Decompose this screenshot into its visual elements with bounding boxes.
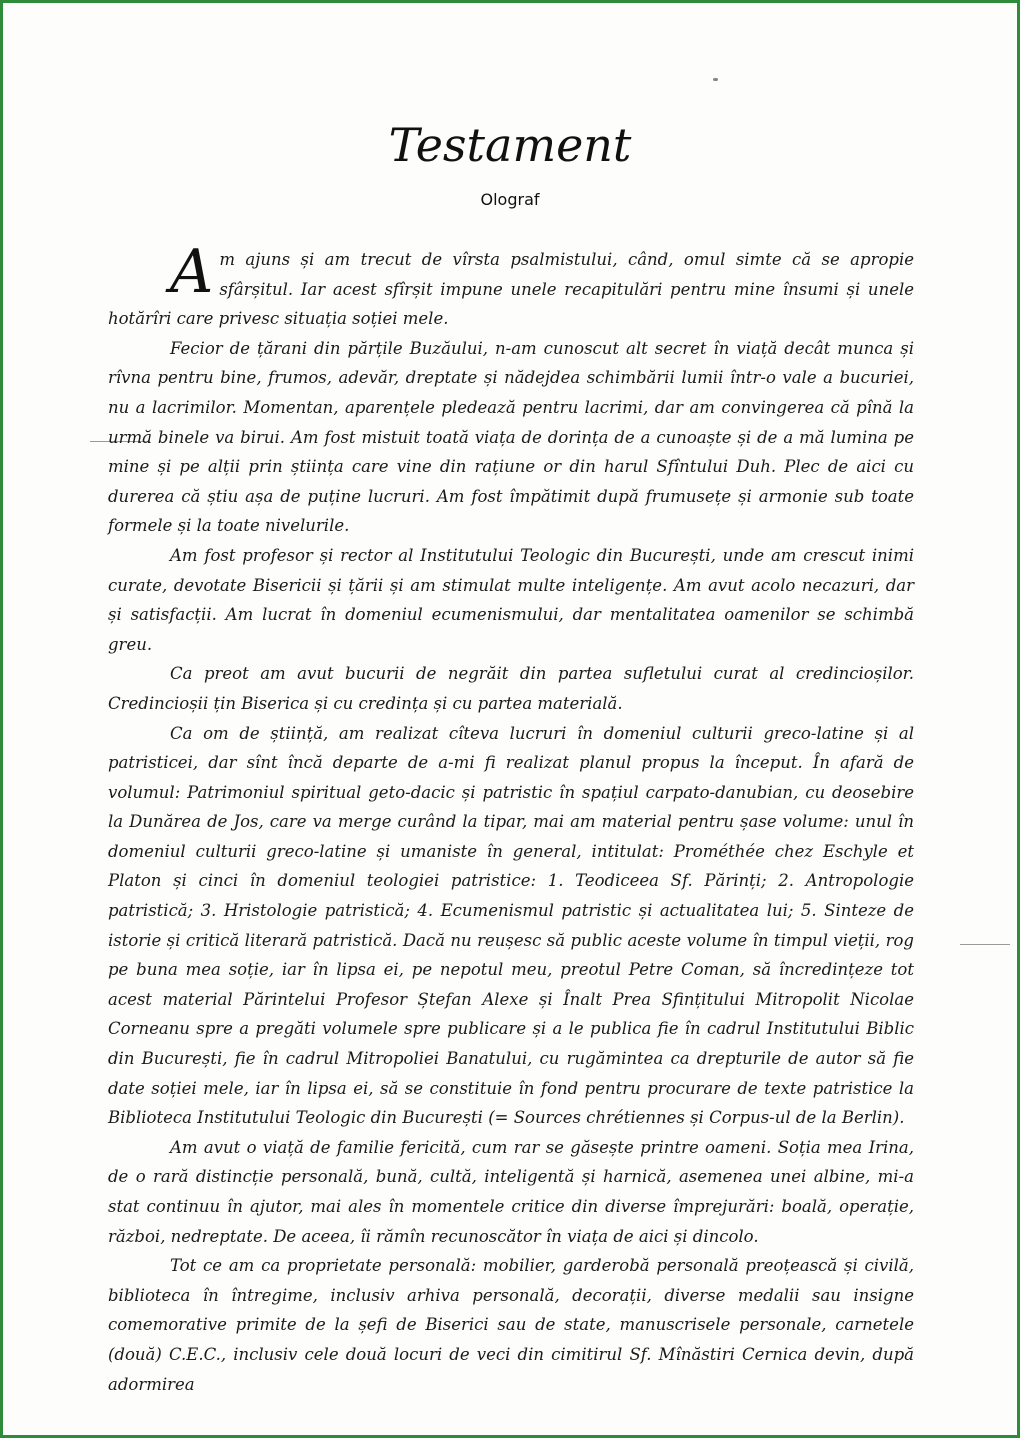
paragraph: Am avut o viață de familie fericită, cum rar se găsește printre oameni. Soția mea Irina, de o rară distincție personală, bună, cultă, inteligentă și harnică, asemenea unei albine, mi-a stat continuu în ajutor, mai ales în momentele critice din diverse împrejurări: boală, operație, război, nedreptate. De aceea, îi rămîn recunoscător în viața de aici și dincolo. — [108, 1137, 914, 1246]
document-subtitle: Olograf — [480, 190, 540, 209]
scan-artifact-line — [960, 944, 1010, 945]
paragraph: Ca preot am avut bucurii de negrăit din partea sufletului curat al credincioșilor. Credincioșii țin Biserica și cu credința și cu partea materială. — [108, 664, 914, 713]
paragraph: Ca om de știință, am realizat cîteva lucruri în domeniul culturii greco-latine și al patristicei, dar sînt încă departe de a-mi fi realizat planul propus la început. În afară de volumul: Patrimoniul spiritual geto-dacic și patristic în spațiul carpato-danubian, cu deosebire la Dunărea de Jos, care va merge curând la tipar, mai am material pentru șase volume: unul în domeniul culturii greco-latine și umaniste în general, intitulat: Prométhée chez Eschyle et Platon și cinci în domeniul teologiei patristice: 1. Teodiceea Sf. Părinți; 2. Antropologie patristică; 3. Hristologie patristică; 4. Ecumenismul patristic și actualitatea lui; 5. Sinteze de istorie și critică literară patristică. Dacă nu reușesc să public aceste volume în timpul vieții, rog pe buna mea soție, iar în lipsa ei, pe nepotul meu, preotul Petre Coman, să încredințeze tot acest material Părintelui Profesor Ștefan Alexe și Înalt Prea Sfințitului Mitropolit Nicolae Corneanu spre a pregăti volumele spre publicare și a le publica fie în cadrul Institutului Biblic din București, fie în cadrul Mitropoliei Banatului, cu rugămintea ca drepturile de autor să fie date soției mele, iar în lipsa ei, să se constituie în fond pentru procurare de texte patristice la Biblioteca Institutului Teologic din București (= Sources chrétiennes și Corpus-ul de la Berlin). — [108, 723, 914, 1128]
paragraph: Am fost profesor și rector al Institutului Teologic din București, unde am crescut inimi curate, devotate Bisericii și țării și am stimulat multe inteligențe. Am avut acolo necazuri, dar și satisfacții. Am lucrat în domeniul ecumenismului, dar mentalitatea oamenilor se schimbă greu. — [108, 545, 914, 654]
paragraph-text: m ajuns și am trecut de vîrsta psalmistului, când, omul simte că se apropie sfârșitul. Iar acest sfîrșit impune unele recapitulări pentru mine însumi și unele hotărîri care privesc situația soției mele. — [108, 250, 914, 329]
document-title: Testament — [388, 118, 632, 172]
paragraph — [108, 237, 914, 334]
drop-cap: A — [170, 237, 214, 307]
scan-speck — [713, 78, 718, 81]
paragraph: Fecior de țărani din părțile Buzăului, n-am cunoscut alt secret în viață decât munca și rîvna pentru bine, frumos, adevăr, dreptate și nădejdea schimbării lumii într-o vale a bucuriei, nu a lacrimilor. Momentan, aparențele pledează pentru lacrimi, dar am convingerea că pînă la urmă binele va birui. Am fost mistuit toată viața de dorința de a cunoaște și de a mă lumina pe mine și pe alții prin știința care vine din rațiune or din harul Sfîntului Duh. Plec de aici cu durerea că știu așa de puține lucruri. Am fost împătimit după frumusețe și armonie sub toate formele și la toate nivelurile. — [108, 338, 914, 536]
paragraph: Tot ce am ca proprietate personală: mobilier, garderobă personală preoțească și civilă, biblioteca în întregime, inclusiv arhiva personală, decorații, diverse medalii sau insigne comemorative primite de la șefi de Biserici sau de state, manuscrisele personale, carnetele (două) C.E.C., inclusiv cele două locuri de veci din cimitirul Sf. Mînăstiri Cernica devin, după adormirea — [108, 1256, 914, 1394]
document-body — [108, 237, 914, 1399]
